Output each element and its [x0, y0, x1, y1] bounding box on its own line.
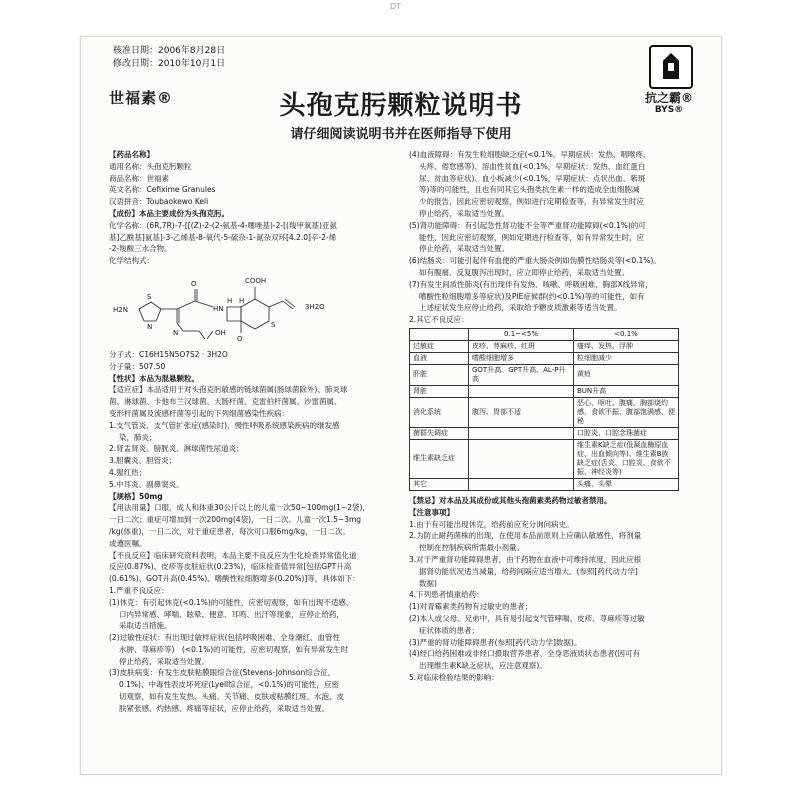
text-line: (7)有发生间质性肺炎(有出现伴有发热、咳嗽、呼吸困难、胸部X线异常， — [409, 279, 653, 289]
table-cell: 黄疸 — [574, 364, 679, 385]
right-bottom-text — [409, 495, 699, 684]
chem-label: OH — [215, 328, 226, 337]
table-cell: 血液 — [410, 352, 469, 364]
text-line: 停止给药，采取适当处置。 — [419, 244, 509, 254]
text-line: 化学名称：(6R,7R)-7-[[(Z)-2-(2-氨基-4-噻唑基)-2-[(羧甲氧基)亚氨 — [109, 220, 337, 230]
text-line: 3.对于严重肾功能障碍患者，由于药物在血液中可维持浓度，因此应根 — [409, 554, 642, 564]
text-line: 头疼、倦怠感等)、溶血性贫血(<0.1%，早期症状：发热、血红蛋白 — [419, 161, 646, 171]
text-line: 切观察，如有发生发热、头痛、关节痛、皮肤或粘膜红斑、水泡、皮 — [119, 692, 344, 702]
text-line: 汉语拼音：Toubaokewo Keli — [109, 197, 209, 207]
text-line: 商品名称：世福素 — [109, 173, 169, 183]
section-heading: 【药品名称】 — [109, 150, 154, 159]
table-cell: 皮疹、荨麻疹、红斑 — [469, 340, 574, 352]
approve-date: 核准日期：2006年8月28日 — [113, 46, 226, 56]
table-cell: 腹泻、胃部不适 — [469, 397, 574, 427]
table-row — [410, 478, 679, 490]
text-line: 尿、贫血等症状)、血小板减少(<0.1%，早期症状：点状出血、紫斑 — [419, 173, 646, 183]
text-line: 2.其它不良反应： — [409, 315, 469, 325]
text-line: -2-羧酸三水合物。 — [109, 244, 172, 254]
text-line: 采取适当措施。 — [119, 621, 172, 631]
table-row — [410, 397, 679, 427]
leaflet-sheet — [80, 36, 722, 775]
table-cell: BUN升高 — [574, 385, 679, 397]
text-line: 0.1%)、中毒性表皮坏死症(Lyell综合征，<0.1%)的可能性，应密 — [119, 680, 339, 690]
chem-label: HN — [213, 304, 224, 313]
table-cell: 维生素缺乏症 — [410, 439, 469, 478]
text-line: 能性，因此应密切观察，例如定期进行检查等，如有异常发生时，应 — [419, 232, 644, 242]
table-cell: 口腔炎、口腔念珠菌症 — [574, 427, 679, 439]
table-cell — [469, 427, 574, 439]
table-cell: 过敏症 — [410, 340, 469, 352]
left-column — [109, 149, 399, 715]
section-heading: 【注意事项】 — [409, 507, 454, 517]
table-cell: 瘙痒、发热、浮肿 — [574, 340, 679, 352]
text-line: 化学结构式： — [109, 256, 154, 266]
page-subtitle: 请仔细阅读说明书并在医师指导下使用 — [290, 127, 512, 142]
text-line: (3)严重的肾功能障碍患者(参照[药代动力学]数据)。 — [409, 637, 582, 647]
text-line: 3.胆囊炎、胆管炎； — [109, 456, 177, 466]
text-line: 据肾功能状况适当减量，给药间隔应适当增大。(参照[药代动力学] — [419, 566, 638, 576]
text-line: (4)血液障碍：有发生粒细胞缺乏症(<0.1%，早期症状：发热、咽喉疼、 — [409, 150, 651, 159]
text-line: 通用名称：头孢克肟颗粒 — [109, 161, 192, 171]
text-line: 数据) — [419, 578, 437, 588]
right-column — [409, 149, 699, 684]
text-line: 症状体质的患者； — [419, 625, 479, 635]
text-line: 染，肺炎； — [119, 432, 157, 442]
tower-icon — [649, 45, 693, 89]
section-heading: 【性状】本品为混悬颗粒。 — [109, 373, 199, 383]
text-line: 口内异常感、哮喘、眩晕、便意、耳鸣、出汗等现象，应停止给药， — [119, 609, 344, 619]
chem-label: N — [147, 322, 153, 331]
chem-label: S — [271, 320, 276, 329]
page-title: 头孢克肟颗粒说明书 — [279, 91, 523, 121]
chem-label: N — [173, 328, 179, 337]
text-line: 出现维生素K缺乏症状，应注意观察)。 — [419, 661, 547, 671]
right-top-text — [409, 149, 699, 326]
text-line: 5.中耳炎、副鼻窦炎。 — [109, 479, 184, 489]
logo-sub: BYS® — [654, 105, 684, 115]
chem-label: H — [239, 296, 245, 305]
table-row — [410, 364, 679, 385]
table-cell: 嗜酸细胞增多 — [469, 352, 574, 364]
text-line: (1)休克：有引起休克(<0.1%)的可能性，应密切观察，如有出现不适感、 — [109, 597, 354, 607]
chemical-structure — [109, 269, 399, 347]
table-cell: 其它 — [410, 478, 469, 490]
text-line: 反应(0.87%)、皮疹等皮肤症状(0.23%)，临床检查值异常[包括GPT升高 — [109, 562, 352, 572]
table-header-cell: 0.1~<5% — [469, 328, 574, 340]
text-line: 停止给药，采取适当处置。 — [119, 656, 209, 666]
text-line: 分子式：C16H15N5O7S2 · 3H2O — [109, 349, 228, 359]
chem-label: H2N — [113, 305, 128, 314]
table-cell — [469, 478, 574, 490]
text-line: 4.猩红热； — [109, 467, 147, 477]
table-cell: 消化系统 — [410, 397, 469, 427]
text-line: 如有腹痛、反复腹泻出现时，应立即停止给药，采取适当处置。 — [419, 267, 629, 277]
section-heading: 【禁忌】对本品及其成份或其他头孢菌素类药物过敏者禁用。 — [409, 495, 612, 505]
chem-label: O — [237, 334, 243, 343]
text-line: 水肿、荨麻疹等) (<0.1%)的可能性，应密切观察，如有异常发生时 — [119, 644, 349, 654]
text-line: (2)本人或父母、兄弟中，具有易引起支气管哮喘、皮疹、荨麻疹等过敏 — [409, 613, 645, 623]
table-cell: 恶心、呕吐、腹痛、胸部烧灼感、食欲不振、腹部饱满感、便秘 — [574, 397, 679, 427]
table-header-cell: <0.1% — [574, 328, 679, 340]
dates-block — [113, 45, 225, 71]
chem-label: O — [191, 279, 197, 288]
text-line: 1.由于有可能出现休克，给药前应充分询问病史。 — [409, 519, 574, 529]
text-line: 【用法用量】口服，成人和体重30公斤以上的儿童一次50~100mg(1~2袋)， — [109, 503, 370, 513]
table-row — [410, 340, 679, 352]
text-line: (3)皮肤病变：有发生皮肤粘膜眼综合征(Stevens-Johnson综合征， — [109, 668, 336, 678]
table-row — [410, 385, 679, 397]
text-line: 英文名称：Cefixime Granules — [109, 185, 216, 195]
text-line: 嗜酸性粒细胞增多等症状)及PIE症候群(约<0.1%)等的可能性，如有 — [419, 291, 645, 301]
text-line: (0.61%)、GOT升高(0.45%)、嗜酸性粒细胞增多(0.20%)]等，具体如下： — [109, 574, 360, 584]
table-cell: 菌群失调症 — [410, 427, 469, 439]
adverse-reaction-table — [409, 328, 679, 491]
table-cell: 肾脏 — [410, 385, 469, 397]
table-cell — [469, 385, 574, 397]
text-line: 5.对临床检验结果的影响： — [409, 672, 499, 682]
text-line: 等)等的可能性，且也有同其它头孢类抗生素一样的造成全血细胞减 — [419, 185, 640, 195]
text-line: 少的报告，因此应密切观察，例如进行定期检查等，有异常发生时应 — [419, 197, 644, 207]
text-line: 停止给药，采取适当处置。 — [419, 208, 509, 218]
text-line: 或遵医嘱。 — [109, 538, 147, 548]
table-row — [410, 352, 679, 364]
brand-right-logo — [639, 43, 699, 119]
structure-svg — [109, 269, 379, 347]
text-line: (2)过敏性症状：有出现过敏样症状(包括呼吸困难、全身潮红、血管性 — [109, 633, 341, 643]
table-cell: 肝脏 — [410, 364, 469, 385]
table-row — [410, 439, 679, 478]
section-heading: 【成份】本品主要成份为头孢克肟。 — [109, 208, 229, 218]
table-header-row — [410, 328, 679, 340]
text-line: 一日二次；重症可增加到一次200mg(4袋)，一日二次。儿童一次1.5~3mg — [109, 515, 362, 525]
text-line: 分子量：507.50 — [109, 361, 166, 371]
chem-label: H — [227, 296, 233, 305]
table-cell: 头痛、头晕 — [574, 478, 679, 490]
brand-left-logo: 世福素® — [109, 89, 174, 107]
logo-name: 抗之霸® — [644, 91, 693, 105]
chem-label: COOH — [245, 276, 267, 285]
section-heading: 【规格】50mg — [109, 491, 163, 501]
text-line: 1.严重不良反应： — [109, 585, 169, 595]
text-line: 上述症状发生应停止给药，采取给予糖皮质激素等适当处置。 — [419, 303, 622, 313]
table-cell: 粒细胞减少 — [574, 352, 679, 364]
text-line: 肤紧张感、灼热感、疼痛等症状，应停止给药，采取适当处置。 — [119, 703, 329, 713]
text-line: 1.支气管炎、支气管扩张症(感染时)，慢性呼吸系统感染疾病的继发感 — [109, 420, 340, 430]
text-line: (4)经口给药困难或非经口摄取营养患者、全身恶液质状态患者(因可有 — [409, 649, 641, 659]
text-line: (6)结肠炎：可能引起伴有血便的严重大肠炎例如伪膜性结肠炎等(<0.1%)。 — [409, 256, 661, 266]
text-line: 【不良反应】临床研究资料表明，本品主要不良反应为生化检查异常值化道 — [109, 550, 357, 560]
text-line: /kg(体重)，一日二次，对于重症患者，每次可口服6mg/kg，一日二次。 — [109, 526, 350, 536]
text-line: 菌、淋球菌、卡他布兰汉球菌、大肠杆菌、克雷伯杆菌属、沙雷菌属、 — [109, 397, 342, 407]
text-line: 2.为防止耐药菌株的出现，在使用本品前原则上应确认敏感性，将剂量 — [409, 531, 642, 541]
chem-label: 3H2O — [305, 302, 325, 311]
table-cell: GOT升高、GPT升高、AL-P升高 — [469, 364, 574, 385]
text-line: 【适应症】本品适用于对头孢克肟敏感的链球菌属(肠球菌除外)、肺炎球 — [109, 385, 348, 395]
table-cell: 维生素K缺乏症(低凝血酶原血症、出血倾向等)、维生素B族缺乏症(舌炎、口腔炎、食欲不振、神经炎等) — [574, 439, 679, 478]
text-line: 变形杆菌属及流感杆菌等引起的下列细菌感染性疾病： — [109, 408, 289, 418]
text-line: (1)对青霉素类药物有过敏史的患者； — [409, 602, 533, 612]
text-line: 2.肾盂肾炎、膀胱炎、淋球菌性尿道炎； — [109, 444, 244, 454]
table-cell — [469, 439, 574, 478]
revise-date: 修改日期：2010年10月1日 — [113, 59, 226, 69]
text-line: 4.下列患者慎重给药： — [409, 590, 484, 600]
table-row — [410, 427, 679, 439]
text-line: (5)肾功能障碍：有引起急性肾功能不全等严重肾功能障碍(<0.1%)的可 — [409, 220, 646, 230]
table-header-cell — [410, 328, 469, 340]
chem-label: S — [147, 292, 152, 301]
text-line: 基]乙酰基]氨基]-3-乙烯基-8-氧代-5-硫杂-1-氮杂双环[4.2.0]辛-2-烯 — [109, 232, 337, 242]
text-line: 控制在控制疾病所需最小剂量。 — [419, 543, 524, 553]
watermark-text: DT — [390, 2, 402, 11]
